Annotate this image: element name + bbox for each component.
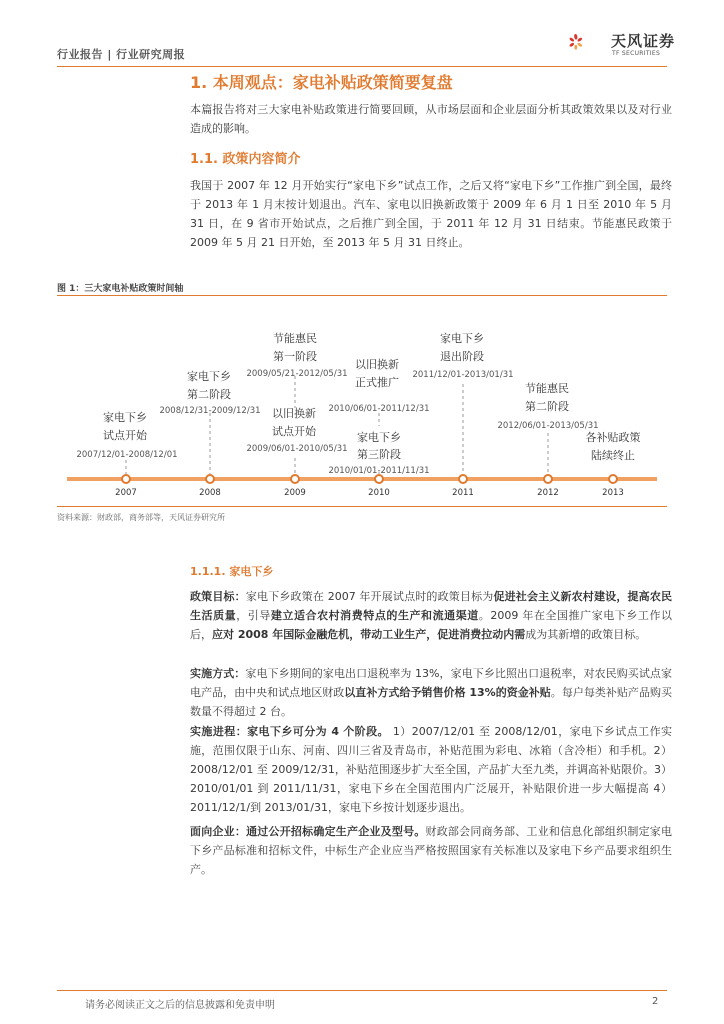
event-date: 2011/12/01-2013/01/31 (412, 370, 514, 380)
text-run: 1）2007/12/01 至 2008/12/01，家电下乡试点工作实施，范围仅限于山东、河南、四川三省及青岛市，补贴范围为彩电、冰箱（含冷柜）和手机。2）2008/12/01 至 2009/12/31，补贴范围逐步扩大至全国，产品扩大至九类，并调高补贴限价。3）2010/01/01 到 2011/11/31，家电下乡在全国范围内广泛展开，补贴限价进一步大幅提高 4）2011/12/1/到 2013/01/31，家电下乡按计划逐步退出。 (190, 725, 672, 814)
event-date: 2010/01/01-2011/11/31 (328, 466, 430, 476)
event-date: 2007/12/01-2008/12/01 (76, 450, 178, 460)
figure-source: 资料来源：财政部，商务部等，天风证券研究所 (57, 513, 225, 522)
event-line1: 家电下乡 (357, 431, 401, 444)
year-dot (122, 475, 130, 483)
event-line2: 陆续终止 (591, 449, 635, 462)
section-1-heading: 1. 本周观点：家电补贴政策简要复盘 (190, 73, 453, 92)
method-label: 实施方式： (190, 667, 246, 680)
event-date: 2009/05/21-2012/05/31 (246, 369, 348, 379)
figure-title: 图 1：三大家电补贴政策时间轴 (57, 284, 184, 294)
implementation-method-paragraph (190, 664, 672, 721)
year-dot (206, 475, 214, 483)
year-label: 2007 (115, 488, 137, 498)
enterprise-paragraph (190, 822, 672, 879)
figure-bottom-rule (57, 506, 667, 507)
emphasis-run: 促进社会主义新农村建设，提高农民生活质量 (190, 590, 672, 622)
section-1-1-body: 我国于 2007 年 12 月开始实行“家电下乡”试点工作，之后又将“家电下乡”工作推广到全国，最终于 2013 年 1 月末按计划退出。汽车、家电以旧换新政策于 2009 年 6 月 1 日至 2010 年 5 月 31 日，在 9 省市开始试点，之后推广到全国，于 2011 年 12 月 31 日结束。节能惠民政策于 2009 年 5 月 21 日开始，至 2013 年 5 月 31 日终止。 (190, 179, 672, 249)
tf-logo-icon (567, 20, 611, 64)
event-line1: 家电下乡 (187, 370, 231, 383)
enterprise-label: 面向企业：通过公开招标确定生产企业及型号。 (190, 825, 426, 838)
section-1-intro: 本篇报告将对三大家电补贴政策进行简要回顾，从市场层面和企业层面分析其政策效果以及对行业造成的影响。 (190, 103, 672, 135)
emphasis-run: 应对 2008 年国际金融危机，带动工业生产，促进消费拉动内需 (212, 628, 526, 641)
event-date: 2008/12/31-2009/12/31 (159, 406, 261, 416)
text-run: 财政部会同商务部、工业和信息化部组织制定家电下乡产品标准和招标文件，中标生产企业应当严格按照国家有关标准以及家电下乡产品要求组织生产。 (190, 825, 672, 876)
policy-goal-label: 政策目标： (190, 590, 246, 603)
text-run: 成为其新增的政策目标。 (525, 628, 647, 641)
emphasis-run: 以直补方式给予销售价格 13%的资金补贴 (344, 686, 551, 699)
text-run: 家电下乡政策在 2007 年开展试点时的政策目标为 (245, 590, 494, 603)
year-dot (609, 475, 617, 483)
footer-divider (57, 990, 667, 991)
year-dot (375, 475, 383, 483)
event-line1: 各补贴政策 (585, 431, 641, 444)
event-date: 2012/06/01-2013/05/31 (497, 421, 599, 431)
emphasis-run: 建立适合农村消费特点的生产和流通渠道 (270, 609, 479, 622)
brand-subtitle: TF SECURITIES (612, 50, 661, 57)
year-dot (459, 475, 467, 483)
event-line1: 以旧换新 (272, 407, 316, 420)
event-line1: 家电下乡 (103, 411, 147, 424)
event-line2: 第一阶段 (273, 350, 317, 363)
event-line1: 以旧换新 (355, 358, 399, 371)
event-line2: 正式推广 (355, 376, 399, 389)
year-label: 2008 (199, 488, 221, 498)
event-line1: 节能惠民 (525, 382, 569, 395)
year-label: 2010 (368, 488, 390, 498)
text-run: 。2009 年在全国推广家电下乡工作以后， (190, 609, 673, 641)
section-1-1-heading: 1.1. 政策内容简介 (190, 152, 301, 167)
year-dot (544, 475, 552, 483)
report-category: 行业报告 | 行业研究周报 (57, 48, 186, 61)
year-dot (291, 475, 299, 483)
text-run: ，引导 (236, 609, 271, 622)
event-line1: 节能惠民 (273, 332, 317, 345)
footer-disclaimer[interactable]: 请务必阅读正文之后的信息披露和免责申明 (85, 1000, 275, 1011)
implementation-progress-paragraph (190, 722, 672, 817)
year-label: 2011 (452, 488, 474, 498)
event-date: 2009/06/01-2010/05/31 (246, 444, 348, 454)
event-line2: 第二阶段 (187, 388, 231, 401)
event-line2: 第二阶段 (525, 400, 569, 413)
year-label: 2009 (284, 488, 306, 498)
event-line1: 家电下乡 (440, 332, 484, 345)
figure-top-rule (57, 295, 667, 296)
event-line2: 试点开始 (272, 425, 316, 438)
section-1-1-1-heading: 1.1.1. 家电下乡 (190, 565, 274, 578)
brand-name: 天风证券 (611, 32, 676, 50)
page-number: 2 (652, 996, 659, 1007)
text-run: 。每户每类补贴产品购买数量不得超过 2 台。 (190, 686, 672, 718)
event-line2: 退出阶段 (440, 350, 484, 363)
year-label: 2013 (602, 488, 624, 498)
text-run: 家电下乡期间的家电出口退税率为 13%，家电下乡比照出口退税率，对农民购买试点家电产品，由中央和试点地区财政 (190, 667, 673, 699)
event-line2: 试点开始 (103, 429, 147, 442)
policy-timeline (57, 298, 667, 504)
event-line2: 第三阶段 (357, 448, 401, 461)
policy-goal-paragraph (190, 587, 672, 644)
header-divider (57, 66, 667, 67)
event-date: 2010/06/01-2011/12/31 (328, 404, 430, 414)
year-label: 2012 (537, 488, 559, 498)
progress-label: 实施进程：家电下乡可分为 4 个阶段。 (190, 725, 389, 738)
